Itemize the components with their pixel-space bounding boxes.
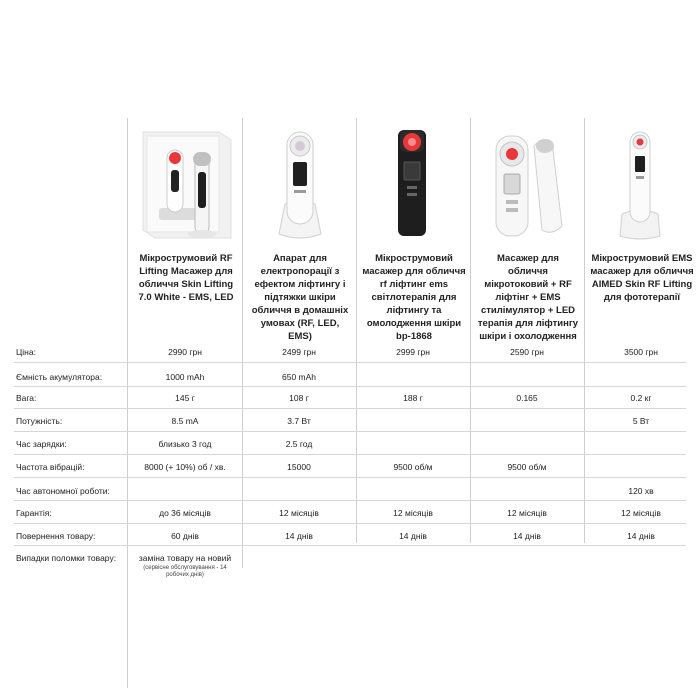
returns-value: 14 днів [513, 531, 541, 541]
row-label-weight: Вага: [16, 393, 37, 403]
row-divider [14, 545, 686, 546]
row-divider [14, 431, 686, 432]
column-divider [584, 118, 585, 543]
row-divider [14, 477, 686, 478]
returns-value: 14 днів [627, 531, 655, 541]
breakdown-value: заміна товару на новий [138, 553, 232, 563]
returns-value: 14 днів [285, 531, 313, 541]
weight-value: 188 г [403, 393, 423, 403]
column-divider [470, 118, 471, 543]
product-title: Мікрострумовий EMS масажер для обличчя AIMED Skin RF Lifting для фототерапії [590, 253, 694, 303]
row-label-breakdown: Випадки поломки товару: [16, 553, 117, 563]
warranty-value: 12 місяців [393, 508, 433, 518]
row-divider [14, 362, 686, 363]
vibration-value: 9500 об/м [507, 462, 547, 472]
row-divider [14, 500, 686, 501]
product-title: Масажер для обличчя мікротоковий + RF ліфтінг + EMS стилімулятор + LED терапія для ліфтингу шкіри і охолодження [477, 253, 579, 342]
white-device-pair-image [476, 124, 580, 244]
row-divider [14, 408, 686, 409]
product-title: Апарат для електропорації з ефектом ліфтингу і підтяжки шкіри обличчя в домашніх умовах (RF, LED, EMS) [251, 253, 349, 342]
weight-value: 145 г [175, 393, 195, 403]
charging-time-value: 2.5 год [285, 439, 313, 449]
vibration-value: 15000 [287, 462, 311, 472]
warranty-value: до 36 місяців [159, 508, 211, 518]
warranty-value: 12 місяців [621, 508, 661, 518]
battery-life-value: 120 хв [628, 486, 654, 496]
weight-value: 108 г [289, 393, 309, 403]
price-value: 2999 грн [396, 347, 430, 357]
row-divider [14, 386, 686, 387]
price-value: 2990 грн [168, 347, 202, 357]
returns-value: 60 днів [171, 531, 199, 541]
vibration-value: 8000 (+ 10%) об / хв. [144, 462, 226, 472]
row-label-returns: Повернення товару: [16, 531, 96, 541]
row-label-battery-life: Час автономної роботи: [16, 486, 110, 496]
column-divider [127, 118, 128, 688]
device-with-box-image [130, 124, 240, 244]
row-label-charging-time: Час зарядки: [16, 439, 67, 449]
price-value: 2590 грн [510, 347, 544, 357]
warranty-value: 12 місяців [507, 508, 547, 518]
returns-value: 14 днів [399, 531, 427, 541]
white-device-on-stand-image [250, 124, 350, 244]
black-device-image [362, 124, 462, 244]
power-value: 8.5 mA [171, 416, 199, 426]
product-title: Мікрострумовий RF Lifting Масажер для обличчя Skin Lifting 7.0 White - EMS, LED [138, 253, 234, 303]
vibration-value: 9500 об/м [393, 462, 433, 472]
row-label-battery: Ємність акумулятора: [16, 372, 103, 382]
white-device-on-base-image [592, 124, 688, 244]
power-value: 5 Вт [632, 416, 650, 426]
price-value: 3500 грн [624, 347, 658, 357]
charging-time-value: близько 3 год [158, 439, 212, 449]
product-title: Мікрострумовий масажер для обличчя rf ліфтинг ems світлотерапія для ліфтингу та омолодження шкіри bp-1868 [362, 253, 466, 342]
row-label-warranty: Гарантія: [16, 508, 52, 518]
power-value: 3.7 Вт [287, 416, 311, 426]
row-label-vibration-frequency: Частота вібрацій: [16, 462, 85, 472]
row-label-price: Ціна: [16, 347, 36, 357]
row-label-power: Потужність: [16, 416, 63, 426]
battery-value: 650 mAh [281, 372, 317, 382]
weight-value: 0.2 кг [630, 393, 652, 403]
price-value: 2499 грн [282, 347, 316, 357]
row-divider [14, 454, 686, 455]
warranty-value: 12 місяців [279, 508, 319, 518]
battery-value: 1000 mAh [165, 372, 205, 382]
column-divider [356, 118, 357, 543]
weight-value: 0.165 [516, 393, 538, 403]
breakdown-note: (сервісне обслуговування - 14 робочих днів) [143, 565, 227, 578]
row-divider [14, 523, 686, 524]
